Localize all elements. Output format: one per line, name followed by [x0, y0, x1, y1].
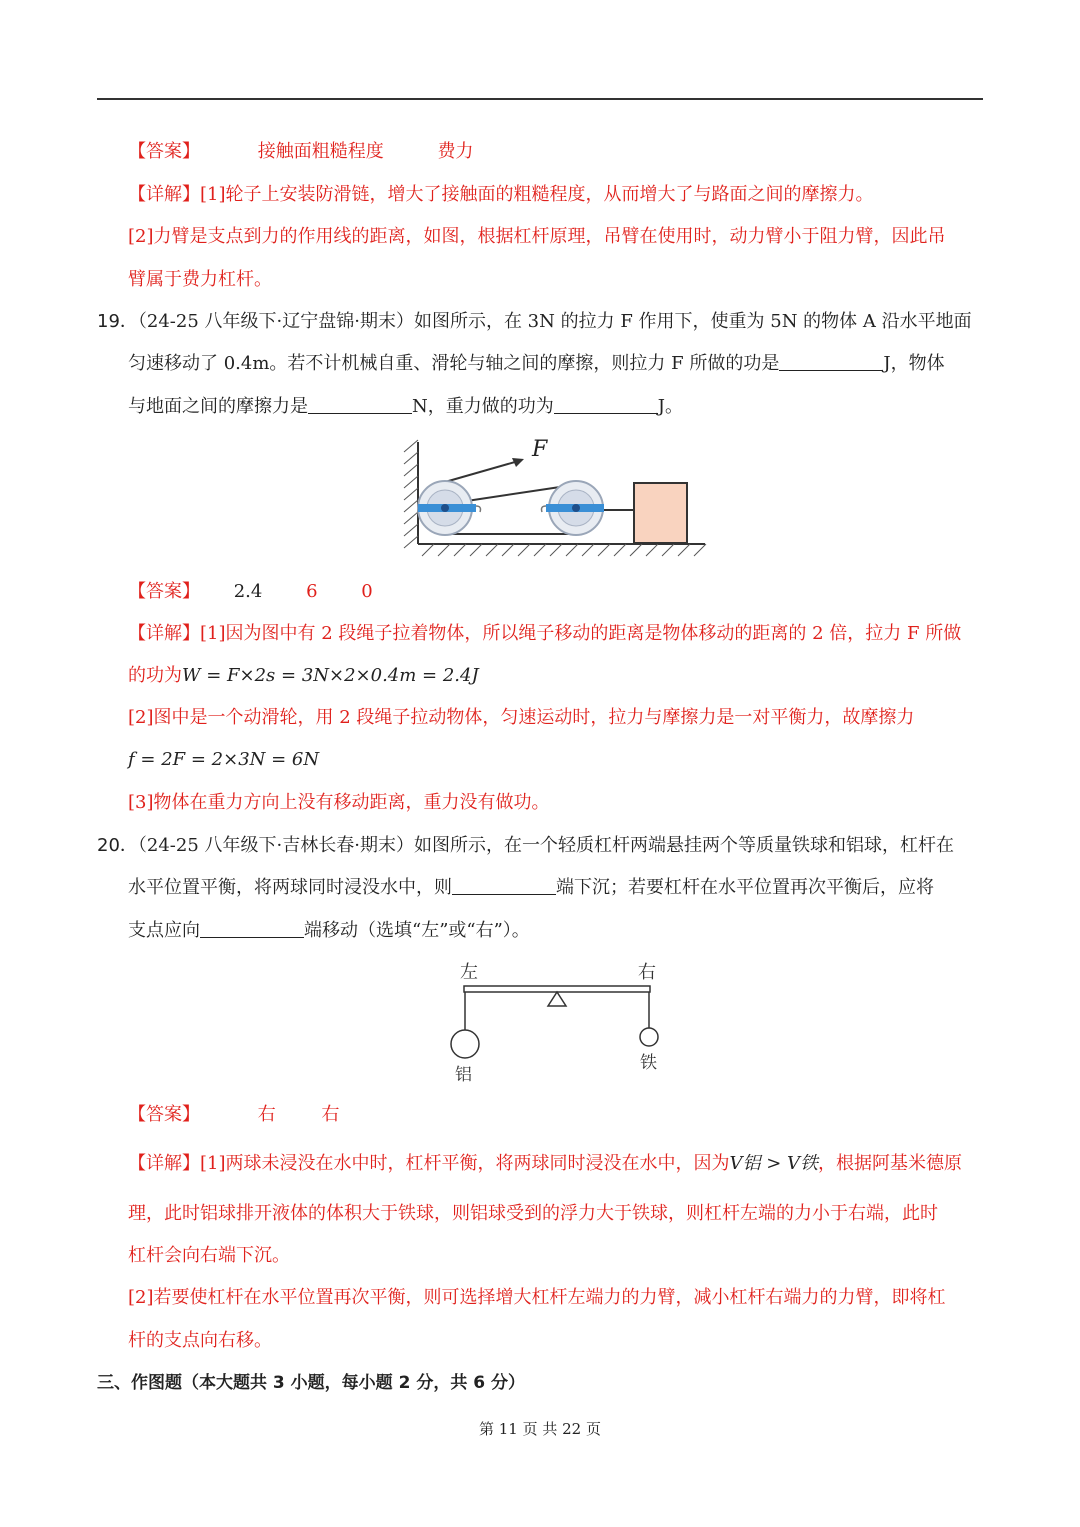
q20-line3: 支点应向 端移动（选填“左”或“右”）。: [128, 920, 530, 941]
detail-label: 【详解】: [128, 184, 200, 205]
answer-label: 【答案】: [128, 1104, 200, 1125]
section-heading: 三、作图题（本大题共 3 小题，每小题 2 分，共 6 分）: [97, 1373, 525, 1393]
answer-3: 0: [361, 581, 373, 602]
blank-sink-side[interactable]: [452, 876, 556, 895]
q20-line1: 20．（24-25 八年级下·吉林长春·期末）如图所示，在一个轻质杠杆两端悬挂两个等质量铁球和铝球，杠杆在: [97, 835, 954, 856]
q20-detail-1: 【详解】[1]两球未浸没在水中时，杠杆平衡，将两球同时浸没在水中，因为V铝 > V铁，根据阿基米德原: [128, 1153, 963, 1174]
answer-label: 【答案】: [128, 141, 200, 162]
q20-detail-2-line1: [2]若要使杠杆在水平位置再次平衡，则可选择增大杠杆左端力的力臂，减小杠杆右端力的力臂，即将杠: [128, 1287, 946, 1308]
answer-label: 【答案】: [128, 581, 200, 602]
q18-answer-line: [128, 140, 473, 164]
q19-line2: 匀速移动了 0.4m。若不计机械自重、滑轮与轴之间的摩擦，则拉力 F 所做的功是 J，物体: [128, 353, 945, 374]
work-formula: W = F×2s = 3N×2×0.4m = 2.4J: [182, 665, 479, 686]
question-number: 19．: [97, 311, 138, 332]
answer-2: 右: [321, 1104, 340, 1125]
left-label: 左: [460, 962, 478, 983]
iron-label: 铁: [640, 1053, 657, 1073]
q20-detail-2-line2: 杆的支点向右移。: [128, 1330, 272, 1351]
blank-work[interactable]: [779, 352, 883, 371]
q19-line1: 19．（24-25 八年级下·辽宁盘锦·期末）如图所示，在 3N 的拉力 F 作用下，使重为 5N 的物体 A 沿水平地面: [97, 311, 972, 332]
q19-line3: 与地面之间的摩擦力是 N，重力做的功为 J。: [128, 396, 683, 417]
volume-formula: V铝 > V铁: [729, 1153, 819, 1174]
aluminum-label: 铝: [455, 1065, 472, 1085]
blank-move-side[interactable]: [200, 919, 304, 938]
blank-gravity-work[interactable]: [554, 395, 658, 414]
question-number: 20．: [97, 835, 138, 856]
lever-figure: [440, 958, 680, 1088]
q19-detail-2: [2]图中是一个动滑轮，用 2 段绳子拉动物体，匀速运动时，拉力与摩擦力是一对平衡力，故摩擦力: [128, 707, 915, 728]
q18-detail-1: 【详解】[1]轮子上安装防滑链，增大了接触面的粗糙程度，从而增大了与路面之间的摩擦力。: [128, 184, 874, 205]
friction-formula: f = 2F = 2×3N = 6N: [128, 749, 320, 770]
answer-2: 6: [306, 581, 318, 602]
q20-detail-1-line2: 理，此时铝球排开液体的体积大于铁球，则铝球受到的浮力大于铁球，则杠杆左端的力小于右端，此时: [128, 1203, 938, 1224]
answer-1: 右: [257, 1104, 276, 1125]
answer-1: 2.4: [233, 581, 263, 602]
q18-detail-2-line1: [2]力臂是支点到力的作用线的距离，如图，根据杠杆原理，吊臂在使用时，动力臂小于阻力臂，因此吊: [128, 226, 946, 247]
q19-detail-1: 【详解】[1]因为图中有 2 段绳子拉着物体，所以绳子移动的距离是物体移动的距离的 2 倍，拉力 F 所做: [128, 623, 962, 644]
pulley-figure: [400, 432, 710, 562]
answer-1: 接触面粗糙程度: [257, 141, 384, 162]
blank-friction[interactable]: [308, 395, 412, 414]
page-footer: 第 11 页 共 22 页: [478, 1420, 601, 1438]
q20-answer-line: [128, 1103, 339, 1127]
q19-detail-1-line2: 的功为W = F×2s = 3N×2×0.4m = 2.4J: [128, 665, 479, 686]
q20-line2: 水平位置平衡，将两球同时浸没水中，则 端下沉；若要杠杆在水平位置再次平衡后，应将: [128, 877, 934, 898]
q19-detail-3: [3]物体在重力方向上没有移动距离，重力没有做功。: [128, 792, 550, 813]
force-label: F: [532, 437, 548, 462]
q19-answer-line: [128, 580, 373, 604]
q20-detail-1-line3: 杠杆会向右端下沉。: [128, 1245, 290, 1266]
header-rule: [97, 98, 983, 100]
q18-detail-2-line2: 臂属于费力杠杆。: [128, 269, 272, 290]
answer-2: 费力: [437, 141, 474, 162]
right-label: 右: [638, 962, 656, 983]
